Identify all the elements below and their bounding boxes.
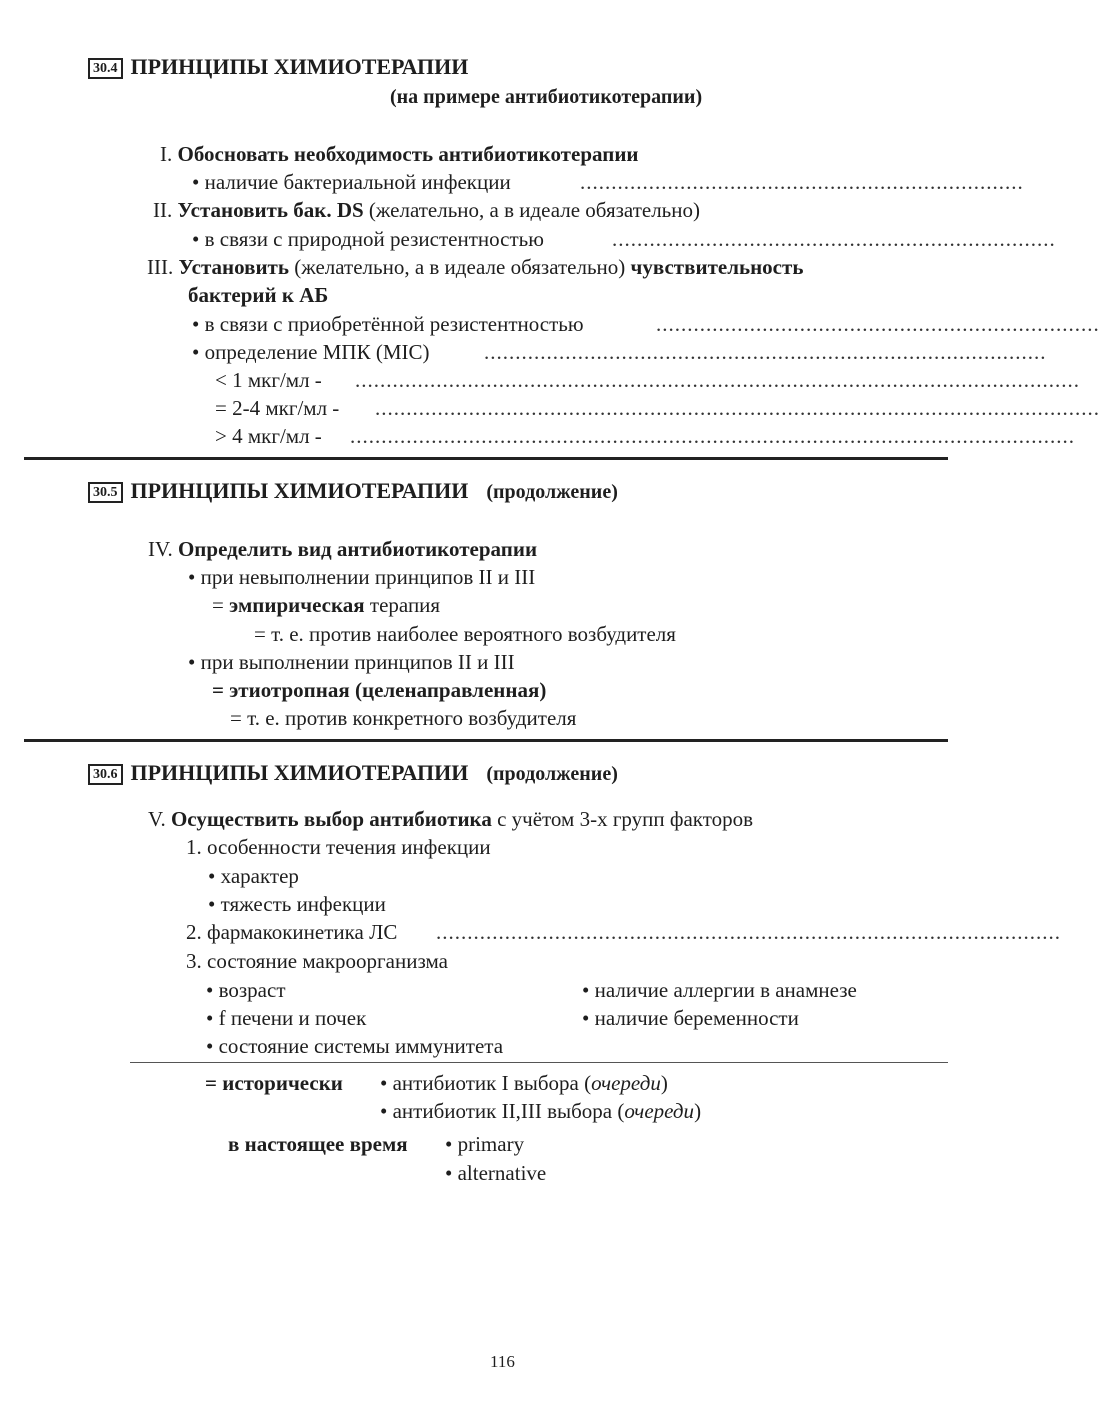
section-30-4-header xyxy=(88,54,468,80)
bullet-text: наличие аллергии в анамнезе xyxy=(594,978,857,1002)
paren: ) xyxy=(694,1099,702,1123)
bullet-text: характер xyxy=(220,864,299,888)
bullet-text: возраст xyxy=(218,978,286,1002)
bullet-item: • антибиотик II,III выбора (очереди) xyxy=(380,1099,702,1123)
principle-note: с учётом 3-х групп факторов xyxy=(491,807,754,831)
thin-divider xyxy=(130,1062,948,1063)
dot-leader: .................................................................................................... xyxy=(436,920,1061,944)
bullet-item: • наличие бактериальной инфекции xyxy=(192,170,511,194)
bullet-item: • наличие аллергии в анамнезе xyxy=(582,978,857,1002)
principle-note: (желательно, а в идеале обязательно) xyxy=(288,255,631,279)
bullet-item: • тяжесть инфекции xyxy=(208,892,386,916)
section-30-6-header xyxy=(88,760,618,786)
bullet-item: • primary xyxy=(445,1132,525,1156)
bullet-text: в связи с приобретённой резистентностью xyxy=(204,312,584,336)
principle-text: Установить xyxy=(178,255,289,279)
bullet-text: определение МПК (MIC) xyxy=(204,340,430,364)
bullet-text: primary xyxy=(457,1132,525,1156)
section-number-box: 30.6 xyxy=(88,764,123,785)
bullet-text: f печени и почек xyxy=(218,1006,367,1030)
bullet-text: наличие бактериальной инфекции xyxy=(204,170,511,194)
principle-4 xyxy=(148,535,537,563)
roman-numeral: IV. xyxy=(148,537,173,561)
bullet-text: состояние системы иммунитета xyxy=(218,1034,504,1058)
principle-text: Установить бак. DS xyxy=(177,198,364,222)
dot-leader: .................................................................................................................... xyxy=(350,424,1075,448)
dot-leader: .................................................................................................................... xyxy=(355,368,1080,392)
bullet-text: наличие беременности xyxy=(594,1006,799,1030)
bullet-item: • определение МПК (MIC) xyxy=(192,340,430,364)
roman-numeral: II. xyxy=(153,198,173,222)
bullet-item: • характер xyxy=(208,864,299,888)
bullet-item: • состояние системы иммунитета xyxy=(206,1034,504,1058)
principle-text: Обосновать необходимость антибиотикотерапии xyxy=(177,142,639,166)
bullet-text: в связи с природной резистентностью xyxy=(204,227,544,251)
section-30-5-header xyxy=(88,478,618,504)
mic-row-1: < 1 мкг/мл - xyxy=(215,368,322,392)
paren: ) xyxy=(660,1071,668,1095)
dot-leader: ....................................................................... xyxy=(612,227,1056,251)
bullet-item: • возраст xyxy=(206,978,286,1002)
mic-row-3: > 4 мкг/мл - xyxy=(215,424,322,448)
dot-leader: .......................................................................................... xyxy=(484,340,1047,364)
principle-5 xyxy=(148,805,753,833)
principle-text: Определить вид антибиотикотерапии xyxy=(177,537,538,561)
section-title: ПРИНЦИПЫ ХИМИОТЕРАПИИ xyxy=(130,760,469,785)
bullet-text: антибиотик I выбора ( xyxy=(392,1071,592,1095)
italic-word: очереди xyxy=(624,1099,695,1123)
factor-1: 1. особенности течения инфекции xyxy=(186,835,491,859)
principle-3 xyxy=(147,253,803,281)
now-label: в настоящее время xyxy=(228,1132,408,1156)
page-number: 116 xyxy=(490,1352,515,1371)
bullet-item: • при невыполнении принципов II и III xyxy=(188,565,536,589)
therapy-etiotropic: = этиотропная (целенаправленная) xyxy=(212,678,547,702)
principle-text-3: бактерий к АБ xyxy=(188,283,329,307)
bullet-text: при выполнении принципов II и III xyxy=(200,650,515,674)
section-divider xyxy=(24,457,948,460)
roman-numeral: I. xyxy=(160,142,173,166)
bullet-text: alternative xyxy=(457,1161,547,1185)
principle-note: (желательно, а в идеале обязательно) xyxy=(363,198,700,222)
bullet-item: • f печени и почек xyxy=(206,1006,367,1030)
bullet-text: тяжесть инфекции xyxy=(220,892,386,916)
roman-numeral: V. xyxy=(148,807,166,831)
factor-2: 2. фармакокинетика ЛС xyxy=(186,920,398,944)
factor-3: 3. состояние макроорганизма xyxy=(186,949,448,973)
principle-text: Осуществить выбор антибиотика xyxy=(170,807,492,831)
bullet-item: • антибиотик I выбора (очереди) xyxy=(380,1071,668,1095)
section-divider xyxy=(24,739,948,742)
bullet-item: • alternative xyxy=(445,1161,547,1185)
principle-text-2: чувствительность xyxy=(630,255,804,279)
principle-1 xyxy=(160,140,639,168)
therapy-explanation: = т. е. против конкретного возбудителя xyxy=(230,706,577,730)
bullet-text: антибиотик II,III выбора ( xyxy=(392,1099,625,1123)
bullet-text: при невыполнении принципов II и III xyxy=(200,565,536,589)
section-subtitle: (на примере антибиотикотерапии) xyxy=(390,86,703,108)
section-number-box: 30.4 xyxy=(88,58,123,79)
therapy-empirical xyxy=(212,591,440,619)
historically-label: = исторически xyxy=(205,1071,343,1095)
therapy-explanation: = т. е. против наиболее вероятного возбудителя xyxy=(254,622,676,646)
bullet-item: • в связи с приобретённой резистентностью xyxy=(192,312,584,336)
roman-numeral: III. xyxy=(147,255,174,279)
principle-2 xyxy=(153,196,700,224)
section-continued: (продолжение) xyxy=(486,763,618,785)
dot-leader: ....................................................................... xyxy=(580,170,1024,194)
therapy-type: эмпирическая xyxy=(229,593,365,617)
bullet-item: • наличие беременности xyxy=(582,1006,799,1030)
bullet-item: • в связи с природной резистентностью xyxy=(192,227,544,251)
dot-leader: .................................................................................................................... xyxy=(375,396,1100,420)
section-continued: (продолжение) xyxy=(486,481,618,503)
italic-word: очереди xyxy=(591,1071,661,1095)
dot-leader: ....................................................................... xyxy=(656,312,1100,336)
section-title: ПРИНЦИПЫ ХИМИОТЕРАПИИ xyxy=(130,478,469,503)
equals-sign: = xyxy=(212,593,230,617)
section-title: ПРИНЦИПЫ ХИМИОТЕРАПИИ xyxy=(130,54,469,79)
section-number-box: 30.5 xyxy=(88,482,123,503)
bullet-item: • при выполнении принципов II и III xyxy=(188,650,515,674)
therapy-word: терапия xyxy=(364,593,441,617)
mic-row-2: = 2-4 мкг/мл - xyxy=(215,396,340,420)
